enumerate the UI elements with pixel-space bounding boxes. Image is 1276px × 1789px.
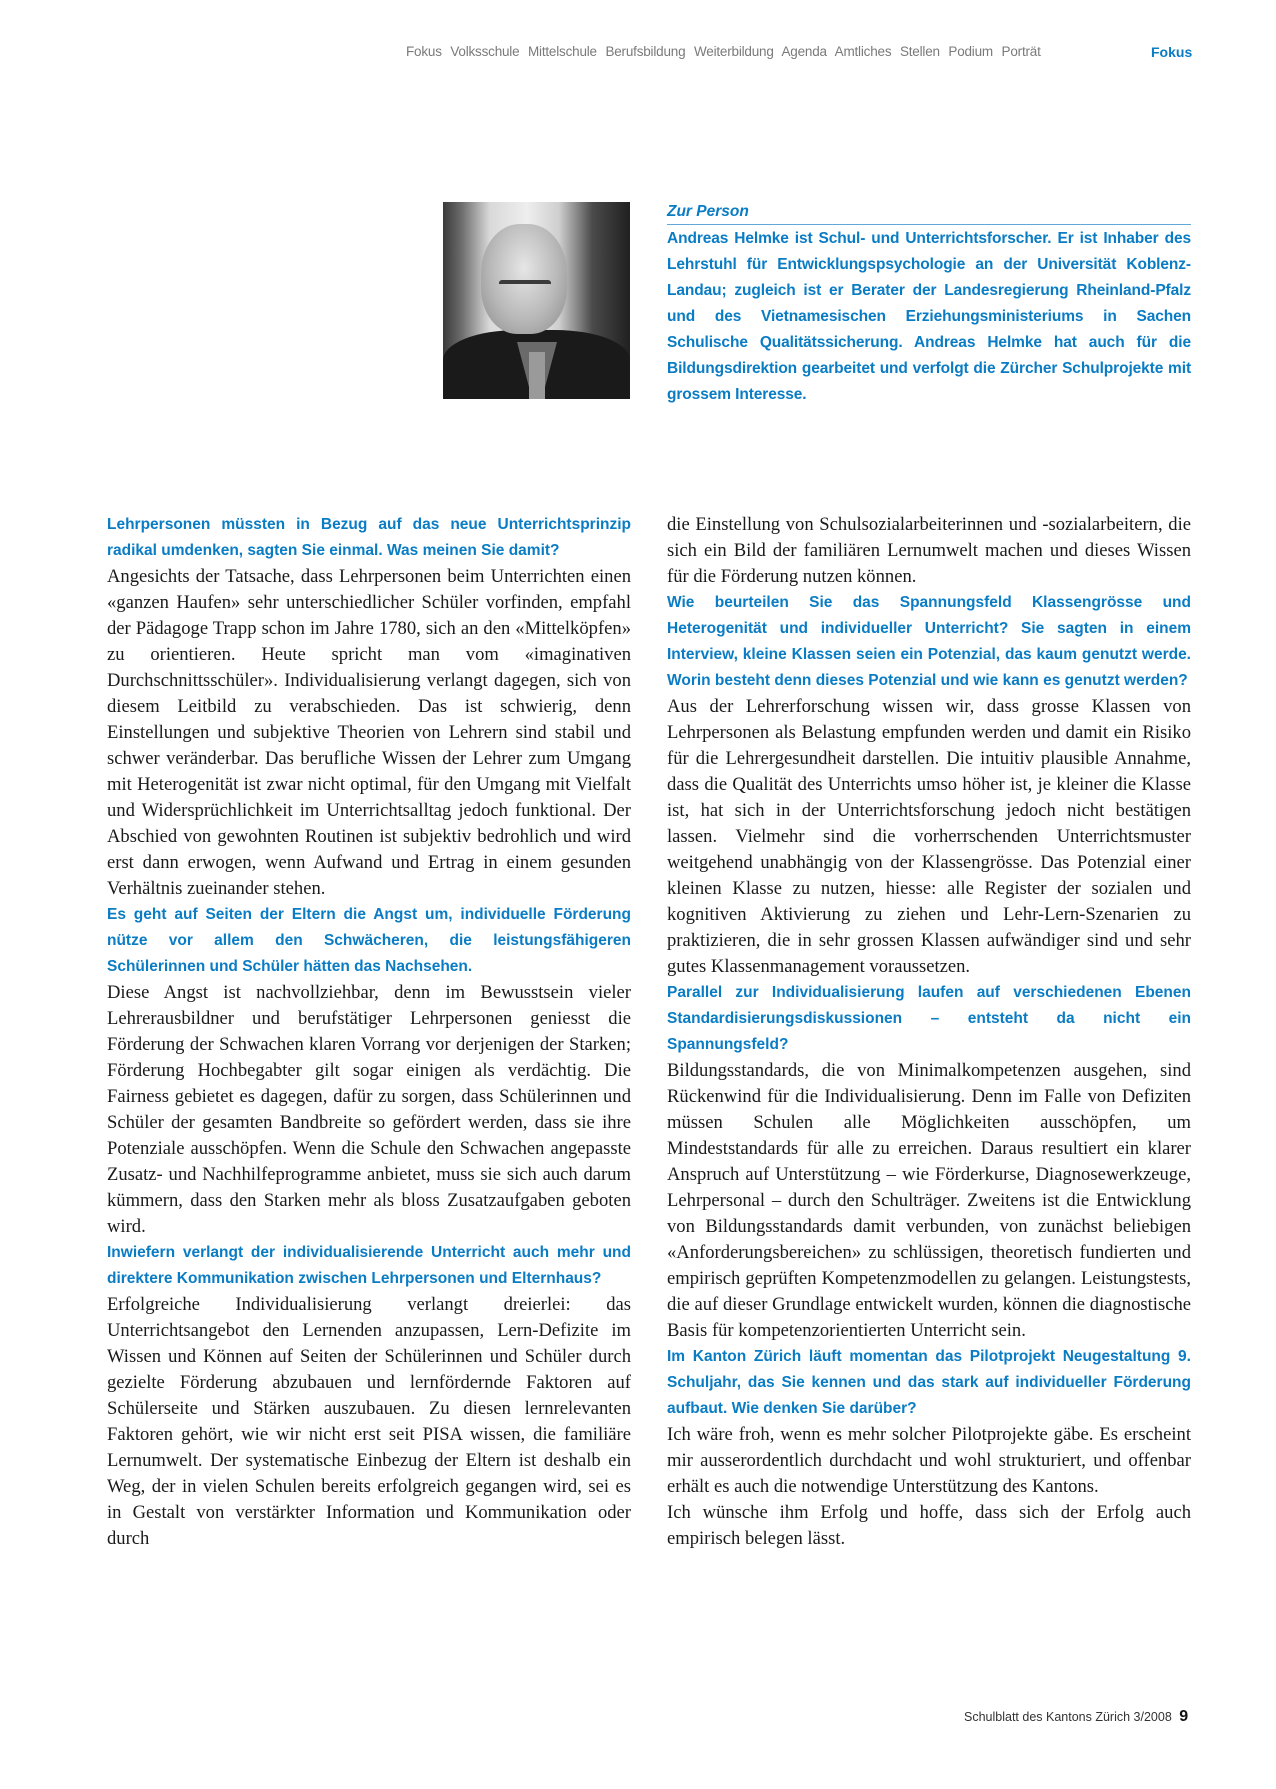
nav-item-podium[interactable]: Podium [948,44,993,59]
top-navigation [0,44,1276,64]
nav-item-volksschule[interactable]: Volksschule [450,44,520,59]
interview-question: Inwiefern verlangt der individualisierende Unterricht auch mehr und direktere Kommunikation zwischen Lehrpersonen und Elternhaus? [107,1244,631,1287]
interview-column-left [107,512,631,1552]
portrait-eyes [499,280,551,290]
interview-column-right [667,512,1191,1552]
interview-question: Lehrpersonen müssten in Bezug auf das neue Unterrichtsprinzip radikal umdenken, sagten Sie einmal. Was meinen Sie damit? [107,516,631,559]
interview-question: Parallel zur Individualisierung laufen auf verschiedenen Ebenen Standardisierungsdiskussionen – entsteht da nicht ein Spannungsfeld? [667,984,1191,1053]
interview-answer: Ich wäre froh, wenn es mehr solcher Pilotprojekte gäbe. Es erscheint mir ausserordentlich durchdacht und wohl strukturiert, und offenbar erhält es auch die notwendige Unterstützung des Kantons. [667,1424,1191,1497]
page-number: 9 [1179,1708,1189,1725]
interview-answer: Bildungsstandards, die von Minimalkompetenzen ausgehen, sind Rückenwind für die Individualisierung. Denn im Falle von Defiziten müssen Schulen alle Möglichkeiten ausschöpfen, um Mindeststandards für alle zu erreichen. Daraus resultiert ein klarer Anspruch auf Unterstützung – wie Förderkurse, Diagnosewerkzeuge, Lehrpersonal – durch den Schulträger. Zweitens ist die Entwicklung von Bildungsstandards damit verbunden, von zunächst beliebigen «Anforderungsbereichen» zu schlüssigen, theoretisch fundierten und empirisch geprüften Kompetenzmodellen zu gelangen. Leistungstests, die auf dieser Grundlage entwickelt wurden, können die diagnostische Basis für kompetenzorientierten Unterricht sein. [667,1060,1191,1341]
page-footer [964,1708,1204,1726]
profile-text: Andreas Helmke ist Schul- und Unterrichtsforscher. Er ist Inhaber des Lehrstuhl für Entwicklungspsychologie an der Universität Koblenz-Landau; zugleich ist er Berater der Landesregierung Rheinland-Pfalz und des Vietnamesischen Erziehungsministeriums in Sachen Schulische Qualitätssicherung. Andreas Helmke hat auch für die Bildungsdirektion gearbeitet und verfolgt die Zürcher Schulprojekte mit grossem Interesse. [667,230,1191,403]
nav-item-amtliches[interactable]: Amtliches [834,44,892,59]
nav-item-portraet[interactable]: Porträt [1001,44,1041,59]
interview-question: Es geht auf Seiten der Eltern die Angst um, individuelle Förderung nütze vor allem den Schwächeren, die leistungsfähigeren Schülerinnen und Schüler hätten das Nachsehen. [107,906,631,975]
portrait-head [481,224,567,334]
interview-answer: Aus der Lehrerforschung wissen wir, dass grosse Klassen von Lehrpersonen als Belastung empfunden werden und damit ein Risiko für die Lehrergesundheit darstellen. Die intuitiv plausible Annahme, dass die Qualität des Unterrichts umso höher ist, je kleiner die Klasse ist, hat sich in der Unterrichtsforschung jedoch nicht bestätigen lassen. Vielmehr sind die vorherrschenden Unterrichtsmuster weitgehend unabhängig von der Klassengrösse. Das Potenzial einer kleinen Klasse zu nutzen, hiesse: alle Register der sozialen und kognitiven Aktivierung zu ziehen und Lehr-Lern-Szenarien zu praktizieren, die in sehr grossen Klassen aufwändiger sind und sehr gutes Klassenmanagement voraussetzen. [667,696,1191,977]
nav-items [406,44,1046,59]
interview-answer: Angesichts der Tatsache, dass Lehrpersonen beim Unterrichten einen «ganzen Haufen» sehr unterschiedlicher Schüler vorfinden, empfahl der Pädagoge Trapp schon im Jahre 1780, sich an den «Mittelköpfen» zu orientieren. Heute spricht man vom «imaginativen Durchschnittsschüler». Individualisierung verlangt dagegen, sich von diesem Leitbild zu verabschieden. Das ist schwierig, denn Einstellungen und subjektive Theorien von Lehrern sind stabil und schwer veränderbar. Das berufliche Wissen der Lehrer zum Umgang mit Heterogenität ist zwar nicht optimal, für den Umgang mit Vielfalt und Widersprüchlichkeit im Unterrichtsalltag jedoch funktional. Der Abschied von gewohnten Routinen ist subjektiv bedrohlich und wird erst dann erwogen, wenn Aufwand und Ertrag in einem gesunden Verhältnis zueinander stehen. [107,566,631,899]
profile-box [667,202,1191,408]
interview-answer: die Einstellung von Schulsozialarbeiterinnen und -sozialarbeitern, die sich ein Bild der familiären Lernumwelt machen und dieses Wissen für die Förderung nutzen können. [667,514,1191,587]
interview-question: Wie beurteilen Sie das Spannungsfeld Klassengrösse und Heterogenität und individueller Unterricht? Sie sagten in einem Interview, kleine Klassen seien ein Potenzial, das kaum genutzt werde. Worin besteht denn dieses Potenzial und wie kann es genutzt werden? [667,594,1191,689]
nav-item-mittelschule[interactable]: Mittelschule [527,44,597,59]
publication-name: Schulblatt des Kantons Zürich 3/2008 [964,1710,1172,1724]
nav-item-fokus[interactable]: Fokus [406,44,442,59]
interview-answer: Diese Angst ist nachvollziehbar, denn im Bewusstsein vieler Lehrerausbildner und berufstätiger Lehrpersonen geniesst die Förderung der Schwachen klaren Vorrang vor derjenigen der Starken; Förderung Hochbegabter gilt sogar einigen als verdächtig. Die Fairness gebietet es dagegen, dafür zu sorgen, dass Schülerinnen und Schüler der gesamten Bandbreite so gefördert werden, dass sie ihre Potenziale ausschöpfen. Wenn die Schule den Schwachen angepasste Zusatz- und Nachhilfeprogramme anbietet, muss sie sich auch darum kümmern, dass den Starken mehr als bloss Zusatzaufgaben geboten wird. [107,982,631,1237]
nav-item-berufsbildung[interactable]: Berufsbildung [605,44,686,59]
interview-answer: Erfolgreiche Individualisierung verlangt dreierlei: das Unterrichtsangebot den Lernenden anzupassen, Lern-Defizite im Wissen und Können auf Seiten der Schülerinnen und Schüler durch gezielte Förderung abzubauen und lernfördernde Faktoren auf Schülerseite und Stärken auszubauen. Zu diesen lernrelevanten Faktoren gehört, wie wir nicht erst seit PISA wissen, die familiäre Lernumwelt. Der systematische Einbezug der Eltern ist deshalb ein Weg, der in vielen Schulen bereits erfolgreich gegangen wird, sei es in Gestalt von verstärkter Information und Kommunikation oder durch [107,1294,631,1549]
profile-title: Zur Person [667,202,1191,225]
interview-answer: Ich wünsche ihm Erfolg und hoffe, dass sich der Erfolg auch empirisch belegen lässt. [667,1502,1191,1549]
nav-item-agenda[interactable]: Agenda [781,44,827,59]
portrait-tie [529,352,545,399]
current-section-label: Fokus [1151,44,1193,60]
nav-item-weiterbildung[interactable]: Weiterbildung [693,44,774,59]
portrait-photo [443,202,630,399]
nav-item-stellen[interactable]: Stellen [899,44,940,59]
interview-question: Im Kanton Zürich läuft momentan das Pilotprojekt Neugestaltung 9. Schuljahr, das Sie kennen und das stark auf individueller Förderung aufbaut. Wie denken Sie darüber? [667,1348,1191,1417]
